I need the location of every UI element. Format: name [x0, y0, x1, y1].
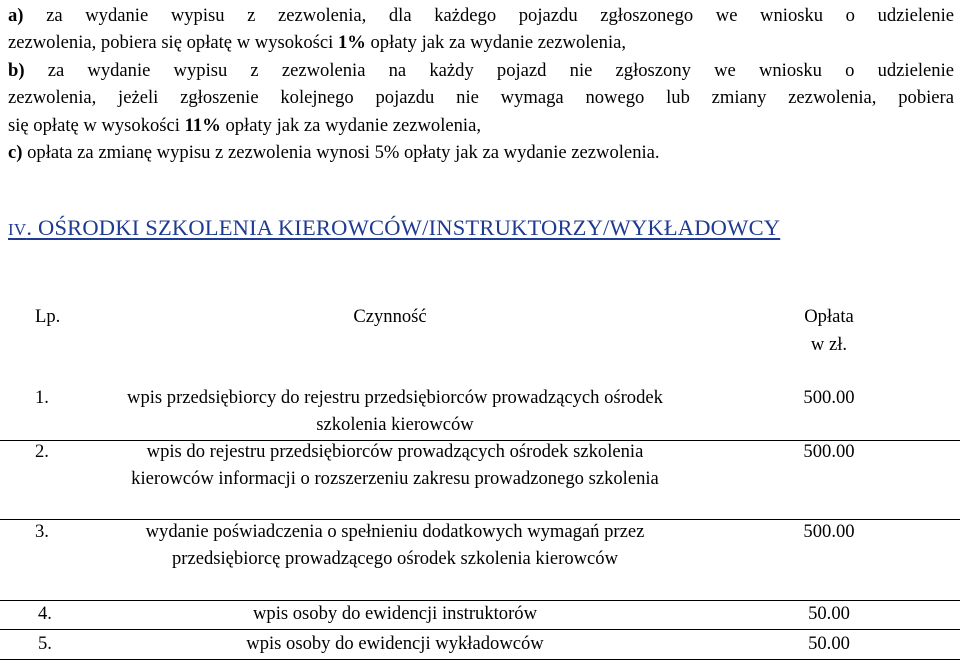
- header-lp: Lp.: [35, 306, 61, 327]
- row-2-lp: 2.: [35, 441, 49, 462]
- rule-b-text-3-pre: się opłatę w wysokości: [8, 114, 185, 136]
- rule-a-text-1: za wydanie wypisu z zezwolenia, dla każdego pojazdu zgłoszonego we wniosku o udzielenie: [23, 5, 954, 26]
- row-1-activity: wpis przedsiębiorcy do rejestru przedsiębiorców prowadzących ośrodek szkolenia kierowców: [127, 387, 663, 436]
- rule-b-text-2: zezwolenia, jeżeli zgłoszenie kolejnego pojazdu nie wymaga nowego lub zmiany zezwolenia, pobiera: [8, 87, 954, 109]
- row-1-lp: 1.: [35, 387, 49, 408]
- rule-b-text-3-post: opłaty jak za wydanie zezwolenia,: [220, 114, 481, 136]
- row-1-fee: 500.00: [803, 387, 855, 408]
- row-5-lp: 5.: [38, 633, 52, 654]
- row-3-fee: 500.00: [803, 521, 855, 542]
- rule-b-text-1: za wydanie wypisu z zezwolenia na każdy pojazd nie zgłoszony we wniosku o udzielenie: [24, 59, 954, 81]
- rule-b-label: b): [8, 59, 25, 81]
- row-2-activity: wpis do rejestru przedsiębiorców prowadzących ośrodek szkolenia kierowców informacji o rozszerzeniu zakresu prowadzonego szkolenia: [131, 441, 659, 490]
- header-fee-line2: w zł.: [810, 334, 848, 355]
- rule-a-text-2-post: opłaty jak za wydanie zezwolenia,: [365, 32, 627, 54]
- rule-c-label: c): [8, 142, 23, 164]
- section-number: IV: [8, 220, 27, 239]
- rule-a-percent: 1%: [337, 32, 366, 54]
- header-activity: Czynność: [353, 306, 427, 327]
- rule-a-text-2-pre: zezwolenia, pobiera się opłatę w wysokości: [8, 32, 338, 54]
- rule-a-label: a): [8, 5, 24, 26]
- row-2-fee: 500.00: [803, 441, 855, 462]
- row-divider-5: [0, 659, 960, 660]
- row-5-fee: 50.00: [808, 633, 850, 654]
- row-5-activity: wpis osoby do ewidencji wykładowców: [246, 633, 544, 654]
- section-title: . OŚRODKI SZKOLENIA KIEROWCÓW/INSTRUKTORZY/WYKŁADOWCY: [26, 215, 781, 240]
- row-3-lp: 3.: [35, 521, 49, 542]
- header-fee-line1: Opłata: [804, 306, 854, 327]
- row-4-activity: wpis osoby do ewidencji instruktorów: [252, 603, 538, 624]
- rule-b-percent: 11%: [184, 114, 221, 136]
- rule-c-text-1: opłata za zmianę wypisu z zezwolenia wynosi 5% opłaty jak za wydanie zezwolenia.: [22, 142, 660, 164]
- row-4-fee: 50.00: [808, 603, 850, 624]
- row-3-activity: wydanie poświadczenia o spełnieniu dodatkowych wymagań przez przedsiębiorcę prowadzącego ośrodek szkolenia kierowców: [145, 521, 645, 570]
- row-4-lp: 4.: [38, 603, 52, 624]
